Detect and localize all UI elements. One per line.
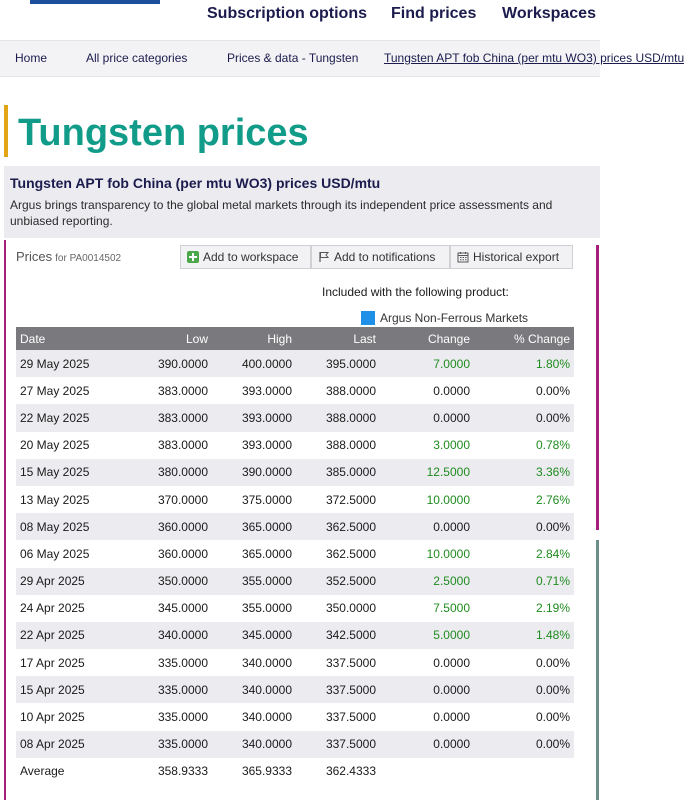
- cell-high: 400.0000: [212, 350, 296, 377]
- table-row: [16, 459, 574, 486]
- column-change[interactable]: Change: [380, 327, 474, 350]
- cell-percent-change: 0.00%: [474, 513, 574, 540]
- cell-date: 22 May 2025: [16, 404, 128, 431]
- cell-percent-change: 0.00%: [474, 731, 574, 758]
- cell-low: 345.0000: [128, 595, 212, 622]
- nav-find-prices[interactable]: Find prices: [391, 5, 477, 22]
- logo[interactable]: [30, 0, 160, 4]
- nav-workspaces[interactable]: Workspaces: [502, 5, 596, 22]
- cell-change: 0.0000: [380, 513, 474, 540]
- breadcrumb: [0, 40, 684, 77]
- cell-high: 340.0000: [212, 676, 296, 703]
- cell-last: 337.5000: [296, 649, 380, 676]
- cell-change: 0.0000: [380, 377, 474, 404]
- cell-low: 335.0000: [128, 731, 212, 758]
- table-row: [16, 731, 574, 758]
- cell-percent-change: 1.80%: [474, 350, 574, 377]
- cell-low: 380.0000: [128, 459, 212, 486]
- cell-percent-change: 2.19%: [474, 595, 574, 622]
- price-table-body: [16, 350, 574, 785]
- cell-high: 393.0000: [212, 377, 296, 404]
- cell-date: 24 Apr 2025: [16, 595, 128, 622]
- prices-label-text: Prices: [16, 249, 53, 264]
- cell-change: 2.5000: [380, 568, 474, 595]
- table-row: [16, 568, 574, 595]
- column-low[interactable]: Low: [128, 327, 212, 350]
- cell-last: 388.0000: [296, 432, 380, 459]
- cell-high: 345.0000: [212, 622, 296, 649]
- plus-icon: [187, 251, 199, 263]
- cell-percent-change: 0.00%: [474, 377, 574, 404]
- table-row: [16, 432, 574, 459]
- cell-high: 375.0000: [212, 486, 296, 513]
- product-item[interactable]: [361, 311, 528, 325]
- cell-percent-change: 1.48%: [474, 622, 574, 649]
- cell-change: 0.0000: [380, 649, 474, 676]
- cell-date: 15 May 2025: [16, 459, 128, 486]
- panel-right-border-secondary: [596, 540, 599, 800]
- table-row: [16, 676, 574, 703]
- breadcrumb-current-clip: [384, 41, 684, 78]
- prices-label: [16, 249, 121, 264]
- cell-date: 27 May 2025: [16, 377, 128, 404]
- average-low: 358.9333: [128, 758, 212, 785]
- cell-last: 388.0000: [296, 377, 380, 404]
- price-heading: Tungsten APT fob China (per mtu WO3) prices USD/mtu: [10, 175, 381, 191]
- calendar-icon: [457, 251, 469, 263]
- price-code: for PA0014502: [55, 253, 122, 264]
- cell-change: 5.0000: [380, 622, 474, 649]
- cell-change: 12.5000: [380, 459, 474, 486]
- cell-high: 390.0000: [212, 459, 296, 486]
- cell-high: 355.0000: [212, 568, 296, 595]
- cell-high: 365.0000: [212, 540, 296, 567]
- cell-high: 393.0000: [212, 432, 296, 459]
- cell-date: 17 Apr 2025: [16, 649, 128, 676]
- table-row: [16, 703, 574, 730]
- price-description: Argus brings transparency to the global metal markets through its independent price assessments and unbiased reporting.: [10, 198, 553, 228]
- cell-last: 352.5000: [296, 568, 380, 595]
- cell-last: 388.0000: [296, 404, 380, 431]
- cell-percent-change: 0.00%: [474, 649, 574, 676]
- cell-change: 10.0000: [380, 486, 474, 513]
- cell-low: 383.0000: [128, 432, 212, 459]
- cell-date: 08 May 2025: [16, 513, 128, 540]
- top-navigation: [0, 0, 600, 40]
- table-row: [16, 404, 574, 431]
- column-date[interactable]: Date: [16, 327, 128, 350]
- historical-export-label: Historical export: [473, 250, 560, 264]
- cell-percent-change: 0.00%: [474, 703, 574, 730]
- cell-high: 340.0000: [212, 649, 296, 676]
- product-color-icon: [361, 311, 375, 325]
- average-last: 362.4333: [296, 758, 380, 785]
- cell-percent-change: 3.36%: [474, 459, 574, 486]
- cell-low: 335.0000: [128, 676, 212, 703]
- cell-percent-change: 2.76%: [474, 486, 574, 513]
- price-info-box: [4, 166, 600, 238]
- cell-date: 29 Apr 2025: [16, 568, 128, 595]
- cell-date: 08 Apr 2025: [16, 731, 128, 758]
- cell-low: 335.0000: [128, 703, 212, 730]
- average-label: Average: [16, 758, 128, 785]
- cell-change: 0.0000: [380, 404, 474, 431]
- cell-date: 10 Apr 2025: [16, 703, 128, 730]
- cell-date: 06 May 2025: [16, 540, 128, 567]
- table-row: [16, 595, 574, 622]
- add-to-workspace-button[interactable]: [180, 245, 311, 269]
- cell-date: 15 Apr 2025: [16, 676, 128, 703]
- cell-last: 337.5000: [296, 676, 380, 703]
- cell-last: 395.0000: [296, 350, 380, 377]
- table-average-row: [16, 758, 574, 785]
- average-empty-cell: [474, 758, 574, 785]
- table-row: [16, 649, 574, 676]
- cell-date: 22 Apr 2025: [16, 622, 128, 649]
- cell-high: 365.0000: [212, 513, 296, 540]
- cell-change: 0.0000: [380, 676, 474, 703]
- cell-high: 393.0000: [212, 404, 296, 431]
- cell-high: 355.0000: [212, 595, 296, 622]
- cell-last: 337.5000: [296, 703, 380, 730]
- included-product-label: Included with the following product:: [322, 285, 509, 299]
- table-header-row: [16, 327, 574, 350]
- table-row: [16, 622, 574, 649]
- cell-high: 340.0000: [212, 731, 296, 758]
- table-row: [16, 540, 574, 567]
- table-row: [16, 486, 574, 513]
- add-to-notifications-button[interactable]: [311, 245, 450, 269]
- add-to-workspace-label: Add to workspace: [203, 250, 299, 264]
- cell-low: 340.0000: [128, 622, 212, 649]
- cell-change: 7.0000: [380, 350, 474, 377]
- breadcrumb-tungsten[interactable]: Prices & data - Tungsten: [227, 51, 359, 65]
- cell-low: 335.0000: [128, 649, 212, 676]
- cell-change: 0.0000: [380, 703, 474, 730]
- cell-last: 385.0000: [296, 459, 380, 486]
- cell-percent-change: 0.00%: [474, 404, 574, 431]
- cell-last: 362.5000: [296, 540, 380, 567]
- table-row: [16, 377, 574, 404]
- cell-low: 350.0000: [128, 568, 212, 595]
- table-row: [16, 350, 574, 377]
- cell-percent-change: 0.71%: [474, 568, 574, 595]
- breadcrumb-current[interactable]: Tungsten APT fob China (per mtu WO3) prices USD/mtu: [384, 51, 684, 65]
- cell-date: 29 May 2025: [16, 350, 128, 377]
- cell-date: 20 May 2025: [16, 432, 128, 459]
- column-high[interactable]: High: [212, 327, 296, 350]
- cell-change: 0.0000: [380, 731, 474, 758]
- page-title: Tungsten prices: [18, 112, 309, 154]
- cell-percent-change: 0.00%: [474, 676, 574, 703]
- column-percent-change[interactable]: % Change: [474, 327, 574, 350]
- cell-low: 360.0000: [128, 513, 212, 540]
- cell-last: 372.5000: [296, 486, 380, 513]
- table-row: [16, 513, 574, 540]
- cell-last: 350.0000: [296, 595, 380, 622]
- cell-low: 383.0000: [128, 404, 212, 431]
- title-accent-bar: [4, 105, 8, 157]
- cell-date: 13 May 2025: [16, 486, 128, 513]
- cell-high: 340.0000: [212, 703, 296, 730]
- cell-last: 342.5000: [296, 622, 380, 649]
- average-empty-cell: [380, 758, 474, 785]
- cell-percent-change: 0.78%: [474, 432, 574, 459]
- nav-subscription-options[interactable]: Subscription options: [207, 5, 367, 22]
- cell-low: 390.0000: [128, 350, 212, 377]
- cell-change: 10.0000: [380, 540, 474, 567]
- product-name: Argus Non-Ferrous Markets: [380, 311, 529, 325]
- flag-icon: [318, 251, 330, 263]
- cell-low: 360.0000: [128, 540, 212, 567]
- cell-low: 383.0000: [128, 377, 212, 404]
- breadcrumb-all-price-categories[interactable]: All price categories: [86, 51, 188, 65]
- price-table: [16, 327, 574, 785]
- cell-last: 362.5000: [296, 513, 380, 540]
- cell-low: 370.0000: [128, 486, 212, 513]
- panel-left-border: [4, 240, 6, 800]
- panel-right-border: [596, 245, 599, 530]
- add-to-notifications-label: Add to notifications: [334, 250, 436, 264]
- column-last[interactable]: Last: [296, 327, 380, 350]
- breadcrumb-home[interactable]: Home: [15, 51, 48, 65]
- average-high: 365.9333: [212, 758, 296, 785]
- historical-export-button[interactable]: [450, 245, 573, 269]
- cell-change: 3.0000: [380, 432, 474, 459]
- cell-change: 7.5000: [380, 595, 474, 622]
- cell-last: 337.5000: [296, 731, 380, 758]
- cell-percent-change: 2.84%: [474, 540, 574, 567]
